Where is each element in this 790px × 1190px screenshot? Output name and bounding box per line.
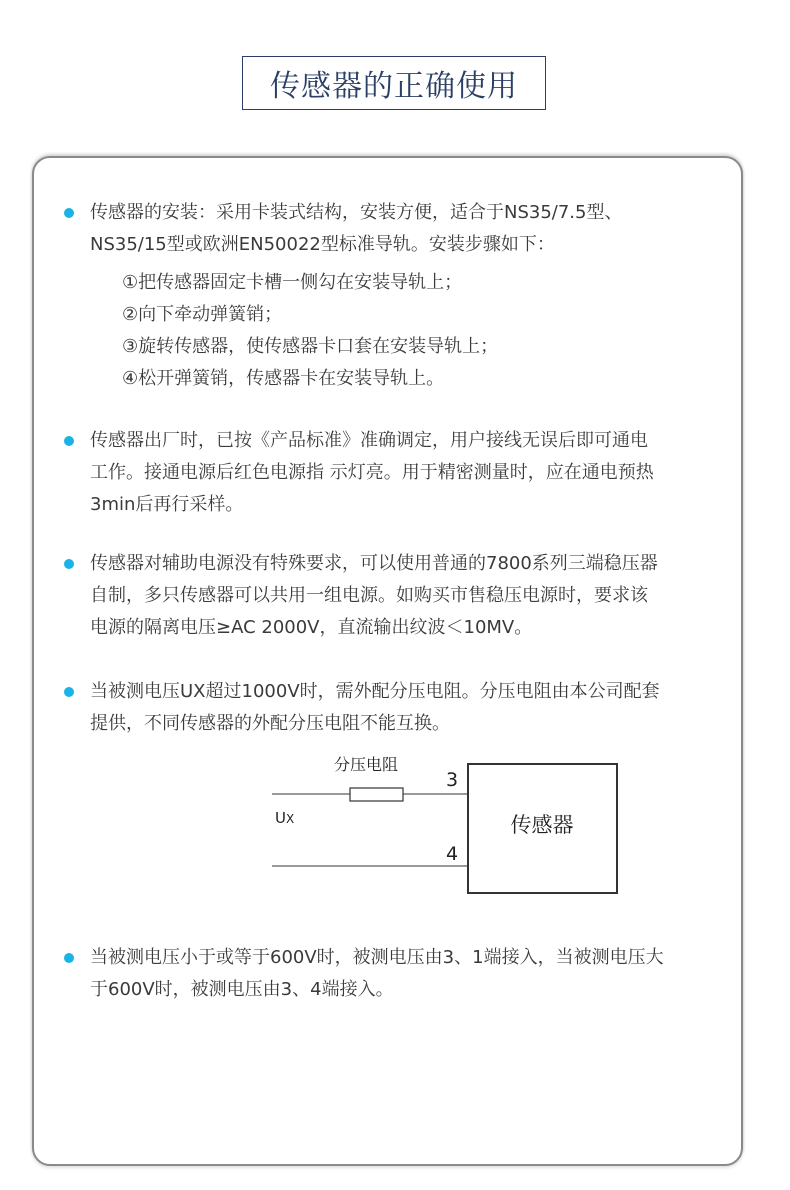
section-terminal-line-2: 于600V时，被测电压由3、4端接入。 bbox=[90, 979, 394, 1000]
input-label-sub: X bbox=[285, 812, 295, 826]
section-factory-line-3: 3min后再行采样。 bbox=[90, 494, 244, 515]
input-label-main: U bbox=[275, 809, 286, 827]
installation-step-2: ②向下牵动弹簧销； bbox=[122, 304, 283, 325]
section-factory-line-1: 传感器出厂时，已按《产品标准》准确调定，用户接线无误后即可通电 bbox=[90, 430, 648, 451]
installation-step-4: ④松开弹簧销，传感器卡在安装导轨上。 bbox=[122, 368, 445, 389]
input-label bbox=[275, 809, 294, 827]
section-terminal-line-1: 当被测电压小于或等于600V时，被测电压由3、1端接入，当被测电压大 bbox=[90, 947, 664, 968]
resistor-label: 分压电阻 bbox=[333, 755, 399, 774]
resistor bbox=[350, 788, 403, 801]
section-factory-line-2: 工作。接通电源后红色电源指 示灯亮。用于精密测量时，应在通电预热 bbox=[90, 462, 654, 483]
section-terminal-connection bbox=[90, 942, 722, 1006]
terminal-3-label: 3 bbox=[446, 769, 459, 791]
section-power-line-1: 传感器对辅助电源没有特殊要求，可以使用普通的7800系列三端稳压器 bbox=[90, 553, 658, 574]
sensor-box-label: 传感器 bbox=[510, 813, 574, 837]
terminal-4-label: 4 bbox=[446, 843, 459, 865]
installation-step-1: ①把传感器固定卡槽一侧勾在安装导轨上； bbox=[122, 272, 463, 293]
section-divider-line-2: 提供，不同传感器的外配分压电阻不能互换。 bbox=[90, 713, 450, 734]
section-power-line-2: 自制，多只传感器可以共用一组电源。如购买市售稳压电源时，要求该 bbox=[90, 585, 648, 606]
bullet-5 bbox=[64, 953, 74, 963]
section-installation-line-1: 传感器的安装：采用卡装式结构，安装方便，适合于NS35/7.5型、 bbox=[90, 202, 623, 223]
section-power-line-3: 电源的隔离电压≥AC 2000V，直流输出纹波＜10MV。 bbox=[90, 617, 533, 638]
section-installation-line-2: NS35/15型或欧洲EN50022型标准导轨。安装步骤如下： bbox=[90, 234, 555, 255]
section-divider-line-1: 当被测电压UX超过1000V时，需外配分压电阻。分压电阻由本公司配套 bbox=[90, 681, 660, 702]
installation-step-3: ③旋转传感器，使传感器卡口套在安装导轨上； bbox=[122, 336, 499, 357]
page-title: 传感器的正确使用 bbox=[242, 56, 546, 110]
